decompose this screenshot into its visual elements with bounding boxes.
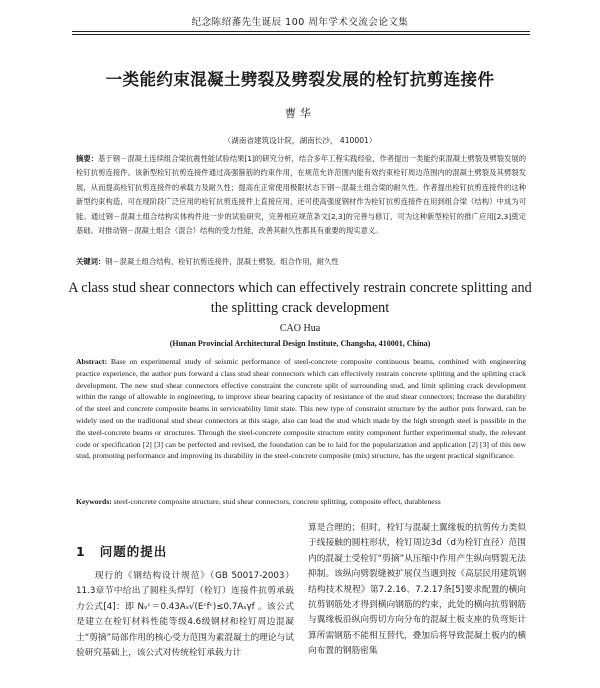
affiliation-english: (Hunan Provincial Architectural Design Institute, Changsha, 410001, China)	[169, 339, 431, 348]
running-header: 纪念陈绍蕃先生诞辰 100 周年学术交流会论文集	[191, 17, 409, 28]
keywords-chinese-body: 钢－混凝土组合结构，栓钉抗剪连接件，混凝土劈裂，组合作用，耐久性	[105, 257, 339, 266]
section-number: 1	[76, 544, 86, 559]
abstract-english-body: Base on experimental study of seismic performance of steel-concrete composite continuous beams, combined with engineering practice experience, the author puts forward a class stud shear connectors which can effectively restrain concrete splitting and the splitting crack development. The new stud shear connectors effective constraint the concrete split of surrounding stud, and limit splitting crack development within the range of allowable in engineering, to improve shear bearing capacity of resistance of the stud shear connectors; Increase the durability of the steel and concrete composite beams in serviceability limit state. This new type of constraint structure by the author puts forward, can be widely used on the traditional stud shear connectors at this stage, also can lead the stud which made by the high strength steel is possible in the the steel-concrete beams or structures. Through the steel-concrete composite structure entity component further experimental study, the relevant code or specification [2] [3] can be perfected and revised, the foundation can be to laid for the popularization and application [2] [3] of this new stud, promoting performance and improving its durability in the steel-concrete composite (mix) structure, has the urgent practical significance.	[76, 357, 527, 461]
keywords-english	[76, 496, 526, 508]
title-chinese: 一类能约束混凝土劈裂及劈裂发展的栓钉抗剪连接件	[105, 70, 495, 89]
abstract-chinese-label: 摘要：	[76, 154, 98, 163]
abstract-chinese	[76, 152, 526, 238]
author-chinese: 曹华	[285, 107, 315, 120]
section-title: 问题的提出	[99, 544, 168, 559]
affiliation-chinese: （湖南省建筑设计院，湖南长沙， 410001）	[223, 136, 377, 145]
body-right-column: 算是合理的；但时，栓钉与混凝土翼缘板的抗剪传力类似于线接触的圆柱形状，栓钉周边3d（d为栓钉直径）范围内的混凝土受栓钉“剪摘”从压缩中作用产生纵向劈裂无法抑制。该纵向劈裂缝被扩展仅当遇到按《高层民用建筑钢结构技术规程》第7.2.16、7.2.17条[5]要求配置的横向抗剪钢筋处才得到横向钢筋的约束，此处的横向抗剪钢筋与翼缘板沿纵向剪切方向分布的混凝土板支座的负弯矩计算所需钢筋不能相互替代，叠加后将导致混凝土板内的横向布置的钢筋密集	[308, 523, 526, 657]
keywords-english-label: Keywords:	[76, 497, 112, 506]
abstract-english	[76, 356, 526, 462]
header-rule-top	[72, 31, 530, 32]
keywords-chinese	[76, 256, 526, 268]
left-column-text: 现行的《钢结构设计规范》（GB 50017-2003）11.3章节中给出了圆柱头焊钉（栓钉）连接件抗剪承载力公式[4]：即 Nᵥᶜ＝0.43Aₛ√(Eᶜfᶜ)≤0.7Aₛγf 。该公式是建立在栓钉材料性能等级4.6级钢材和栓钉周边混凝土“剪摘”局部作用的核心受力范围为素混凝土的理论与试验研究基础上，该公式对传统栓钉承载力计	[76, 571, 294, 659]
abstract-chinese-body: 基于钢－混凝土连续组合梁抗震性能试验结果[1]的研究分析，结合多年工程实践经验，作者提出一类能约束混凝土劈裂及劈裂发展的栓钉抗剪连接件。该新型栓钉抗剪连接件通过高强箍筋的约束作用，在规范允许范围内能有效约束栓钉周边范围内的混凝土劈裂及其劈裂发展，从而提高栓钉抗剪连接件的承载力及耐久性；提高在正常使用极限状态下钢－混凝土组合梁的耐久性。作者提出栓钉抗剪连接件的这种新型约束构造，可在现阶段广泛应用的栓钉抗剪连接件上直接应用，还可使高强度钢材作为栓钉抗剪连接件在用到组合梁（结构）中成为可能。通过钢－混凝土组合结构实体构件进一步的试验研究，完善相应规范条文[2,3]的完善与修订，可为这种新型栓钉的推广应用[2,3]奠定基础。对推动钢－混凝土组合（混合）结构的受力性能，改善其耐久性都具有重要的现实意义。	[76, 154, 526, 236]
section-heading	[76, 542, 167, 560]
author-english: CAO Hua	[279, 323, 321, 334]
header-rule-bottom	[72, 34, 530, 35]
keywords-chinese-label: 关键词：	[76, 257, 106, 266]
abstract-english-label: Abstract:	[76, 357, 108, 366]
title-english: A class stud shear connectors which can effectively restrain concrete splitting and the splitting crack development	[68, 280, 532, 316]
body-left-column	[76, 569, 294, 661]
keywords-english-body: steel-concrete composite structure, stud shear connectors, concrete splitting, composite effect, durableness	[113, 497, 441, 506]
